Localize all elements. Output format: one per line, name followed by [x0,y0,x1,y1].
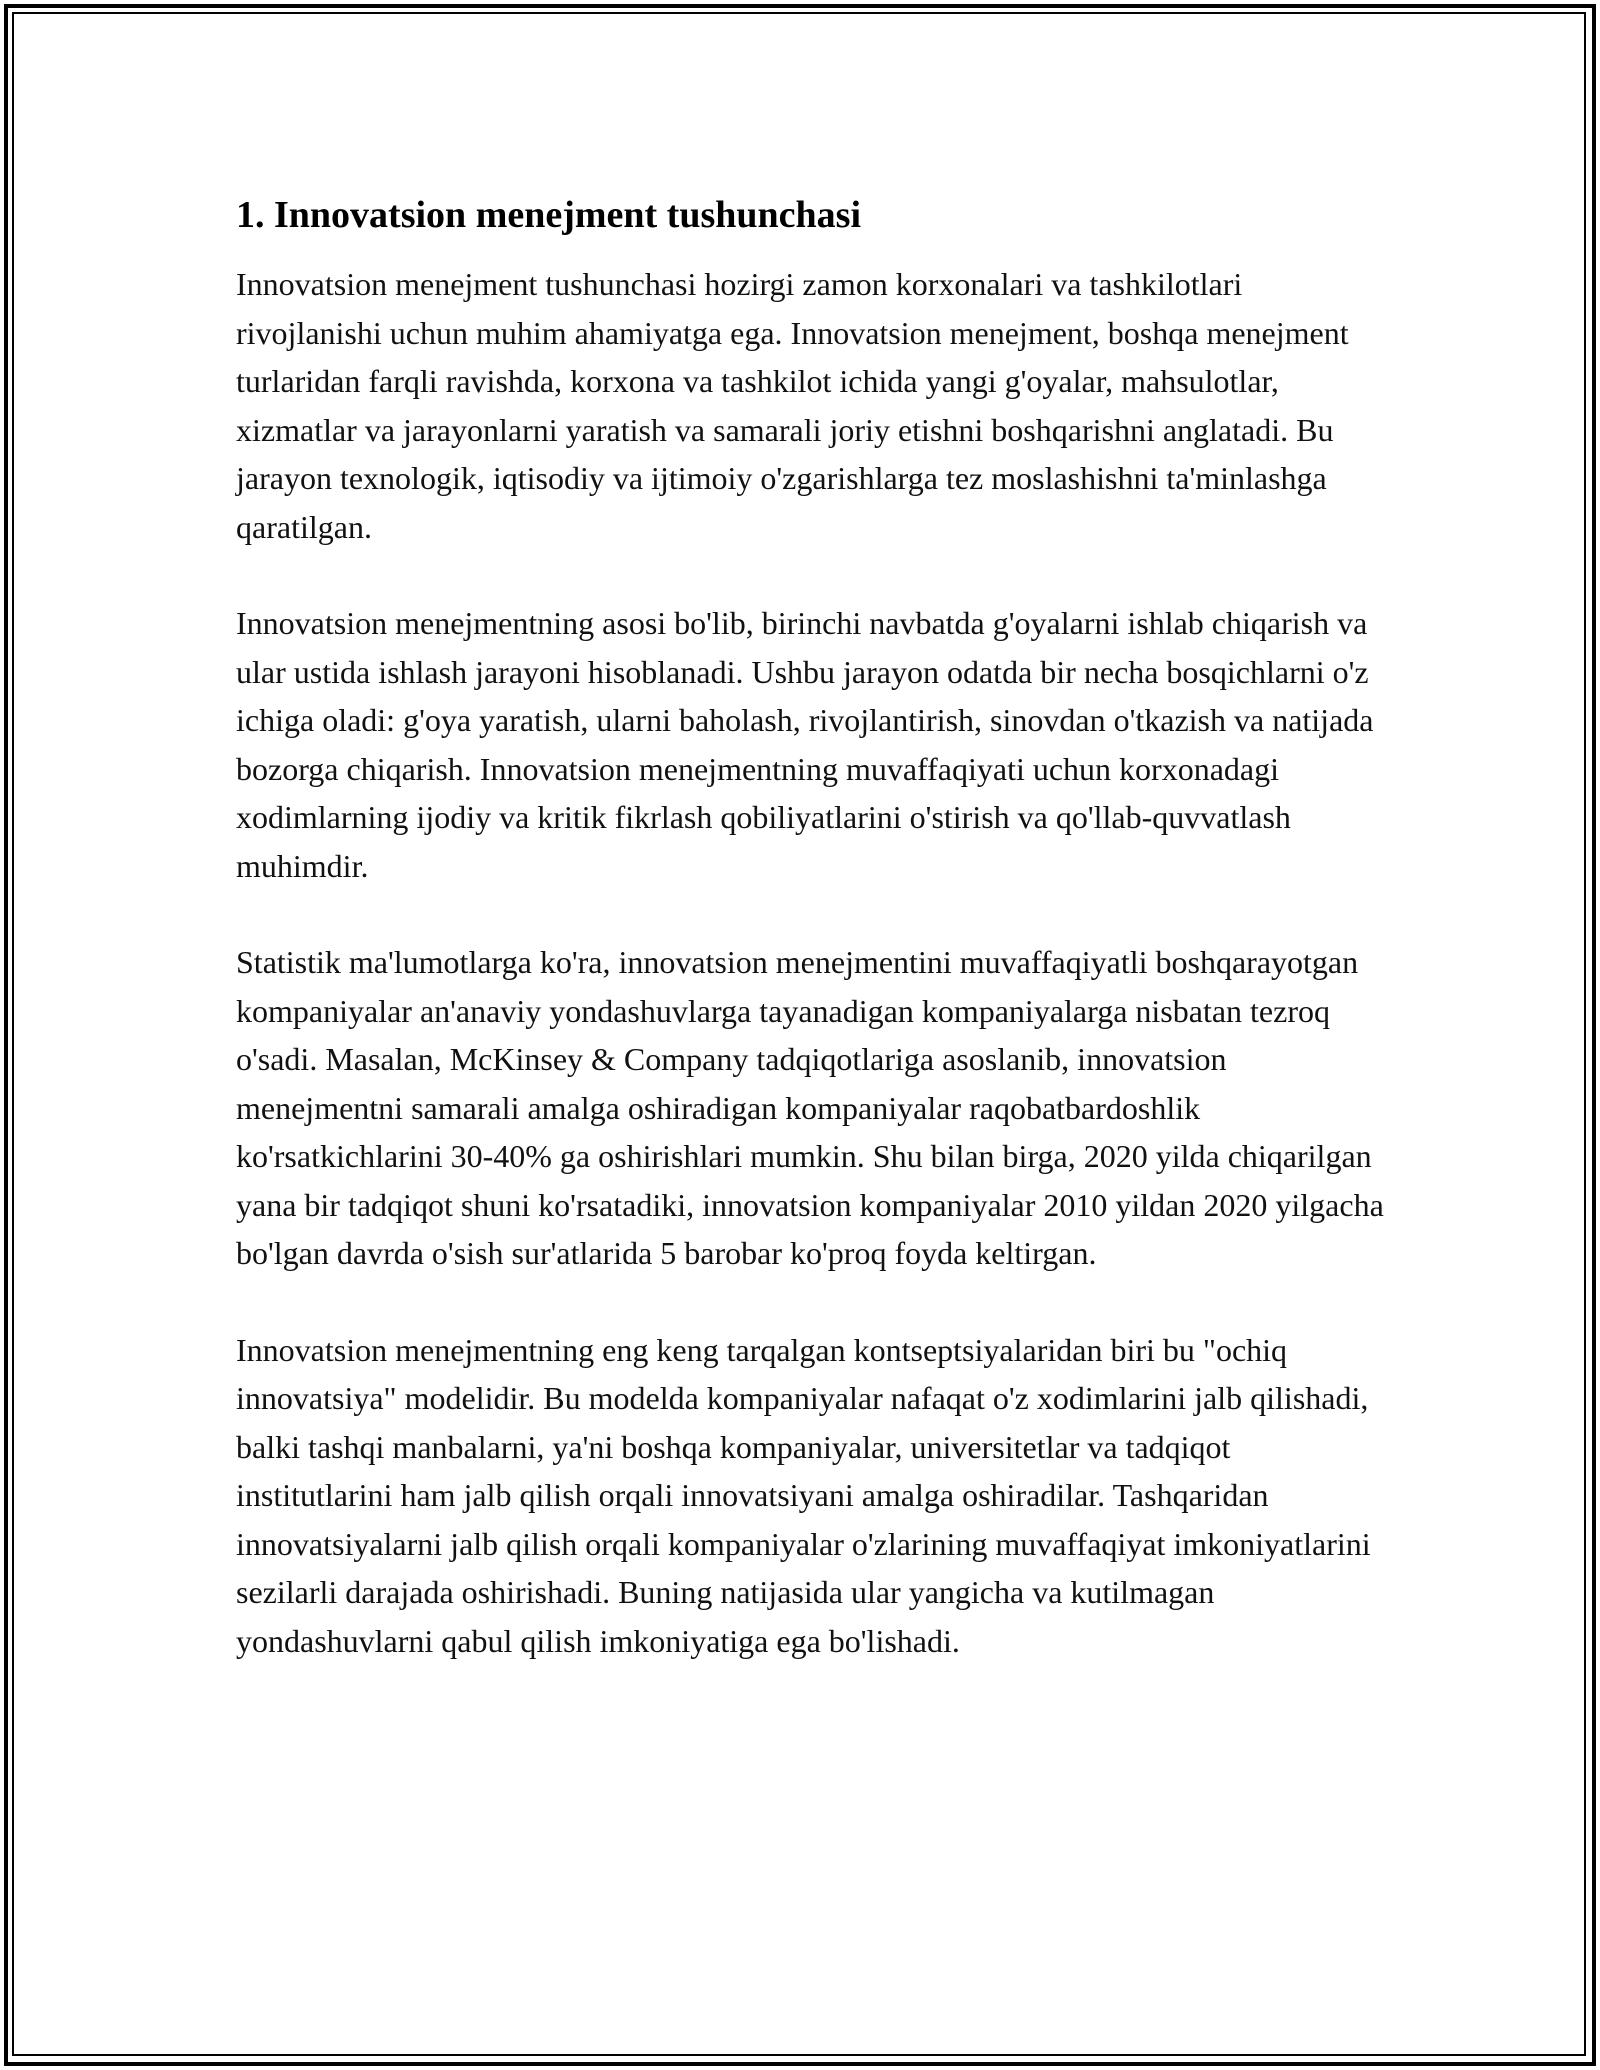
paragraph: Innovatsion menejmentning eng keng tarqalgan kontseptsiyalaridan biri bu "ochiq innovatsiya" modelidir. Bu modelda kompaniyalar nafaqat o'z xodimlarini jalb qilishadi, balki tashqi manbalarni, ya'ni boshqa kompaniyalar, universitetlar va tadqiqot institutlarini ham jalb qilish orqali innovatsiyani amalga oshiradilar. Tashqaridan innovatsiyalarni jalb qilish orqali kompaniyalar o'zlarining muvaffaqiyat imkoniyatlarini sezilarli darajada oshirishadi. Buning natijasida ular yangicha va kutilmagan yondashuvlarni qabul qilish imkoniyatiga ega bo'lishadi. [236,1331,1371,1659]
paragraph: Innovatsion menejment tushunchasi hozirgi zamon korxonalari va tashkilotlari rivojlanishi uchun muhim ahamiyatga ega. Innovatsion menejment, boshqa menejment turlaridan farqli ravishda, korxona va tashkilot ichida yangi g'oyalar, mahsulotlar, xizmatlar va jarayonlarni yaratish va samarali joriy etishni boshqarishni anglatadi. Bu jarayon texnologik, iqtisodiy va ijtimoiy o'zgarishlarga tez moslashishni ta'minlashga qaratilgan. [236,266,1349,545]
document-body [236,188,1386,1713]
paragraph: Innovatsion menejmentning asosi bo'lib, birinchi navbatda g'oyalarni ishlab chiqarish va ular ustida ishlash jarayoni hisoblanadi. Ushbu jarayon odatda bir necha bosqichlarni o'z ichiga oladi: g'oya yaratish, ularni baholash, rivojlantirish, sinovdan o'tkazish va natijada bozorga chiqarish. Innovatsion menejmentning muvaffaqiyati uchun korxonadagi xodimlarning ijodiy va kritik fikrlash qobiliyatlarini o'stirish va qo'llab-quvvatlash muhimdir. [236,605,1374,884]
section-heading: 1. Innovatsion menejment tushunchasi [236,194,861,236]
paragraph: Statistik ma'lumotlarga ko'ra, innovatsion menejmentini muvaffaqiyatli boshqarayotgan kompaniyalar an'anaviy yondashuvlarga tayanadigan kompaniyalarga nisbatan tezroq o'sadi. Masalan, McKinsey & Company tadqiqotlariga asoslanib, innovatsion menejmentni samarali amalga oshiradigan kompaniyalar raqobatbardoshlik ko'rsatkichlarini 30-40% ga oshirishlari mumkin. Shu bilan birga, 2020 yilda chiqarilgan yana bir tadqiqot shuni ko'rsatadiki, innovatsion kompaniyalar 2010 yildan 2020 yilgacha bo'lgan davrda o'sish sur'atlarida 5 barobar ko'proq foyda keltirgan. [236,944,1384,1271]
